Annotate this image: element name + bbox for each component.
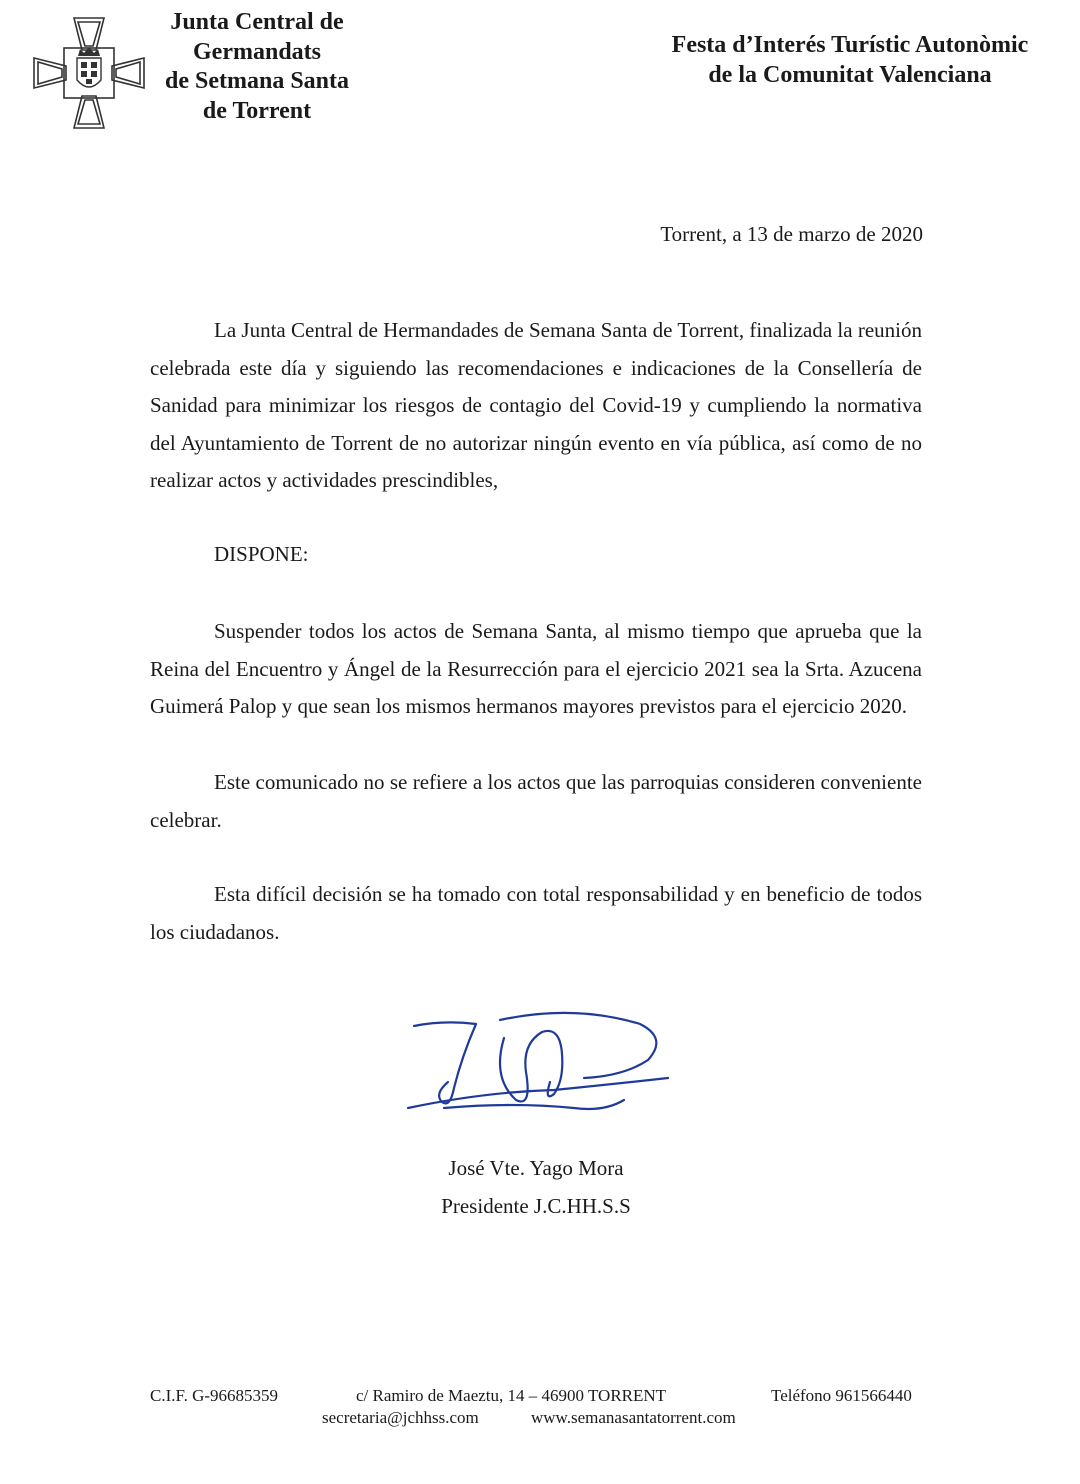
dispone-heading: DISPONE: — [214, 542, 309, 566]
cross-emblem-logo-icon — [30, 14, 148, 132]
signer-name: José Vte. Yago Mora — [448, 1156, 624, 1180]
festa-line-2: de la Comunitat Valenciana — [708, 62, 992, 88]
footer-email[interactable]: secretaria@jchhss.com — [322, 1408, 479, 1427]
organization-name — [150, 8, 364, 126]
paragraph-intro: La Junta Central de Hermandades de Semana Santa de Torrent, finalizada la reunión celebrada este día y siguiendo las recomendaciones e indicaciones de la Consellería de Sanidad para minimizar los riesgos de contagio del Covid-19 y cumpliendo la normativa del Ayuntamiento de Torrent de no autorizar ningún evento en vía pública, así como de no realizar actos y actividades prescindibles, — [150, 318, 922, 493]
org-name-line-1: Junta Central de — [170, 9, 344, 35]
handwritten-signature-icon — [404, 1008, 676, 1120]
org-name-line-2: Germandats — [193, 38, 321, 65]
festa-line-1: Festa d’Interés Turístic Autonòmic — [671, 32, 1029, 58]
paragraph-closing: Esta difícil decisión se ha tomado con total responsabilidad y en beneficio de todos los ciudadanos. — [150, 882, 922, 944]
signer-block — [360, 1150, 712, 1225]
footer-website[interactable]: www.semanasantatorrent.com — [531, 1408, 736, 1427]
festa-heading — [640, 30, 1060, 90]
paragraph-resolution: Suspender todos los actos de Semana Santa, al mismo tiempo que aprueba que la Reina del Encuentro y Ángel de la Resurrección para el ejercicio 2021 sea la Srta. Azucena Guimerá Palop y que sean los mismos hermanos mayores previstos para el ejercicio 2020. — [150, 619, 922, 719]
paragraph-parishes: Este comunicado no se refiere a los actos que las parroquias consideren conveniente celebrar. — [150, 770, 922, 832]
footer-address: c/ Ramiro de Maeztu, 14 – 46900 TORRENT — [356, 1386, 667, 1405]
footer-cif: C.I.F. G-96685359 — [150, 1386, 279, 1405]
org-name-line-3: de Setmana Santa — [164, 68, 350, 94]
signer-title: Presidente J.C.HH.S.S — [441, 1193, 631, 1218]
letter-date: Torrent, a 13 de marzo de 2020 — [660, 222, 923, 246]
org-name-line-4: de Torrent — [202, 97, 312, 124]
footer-phone: Teléfono 961566440 — [771, 1386, 912, 1405]
